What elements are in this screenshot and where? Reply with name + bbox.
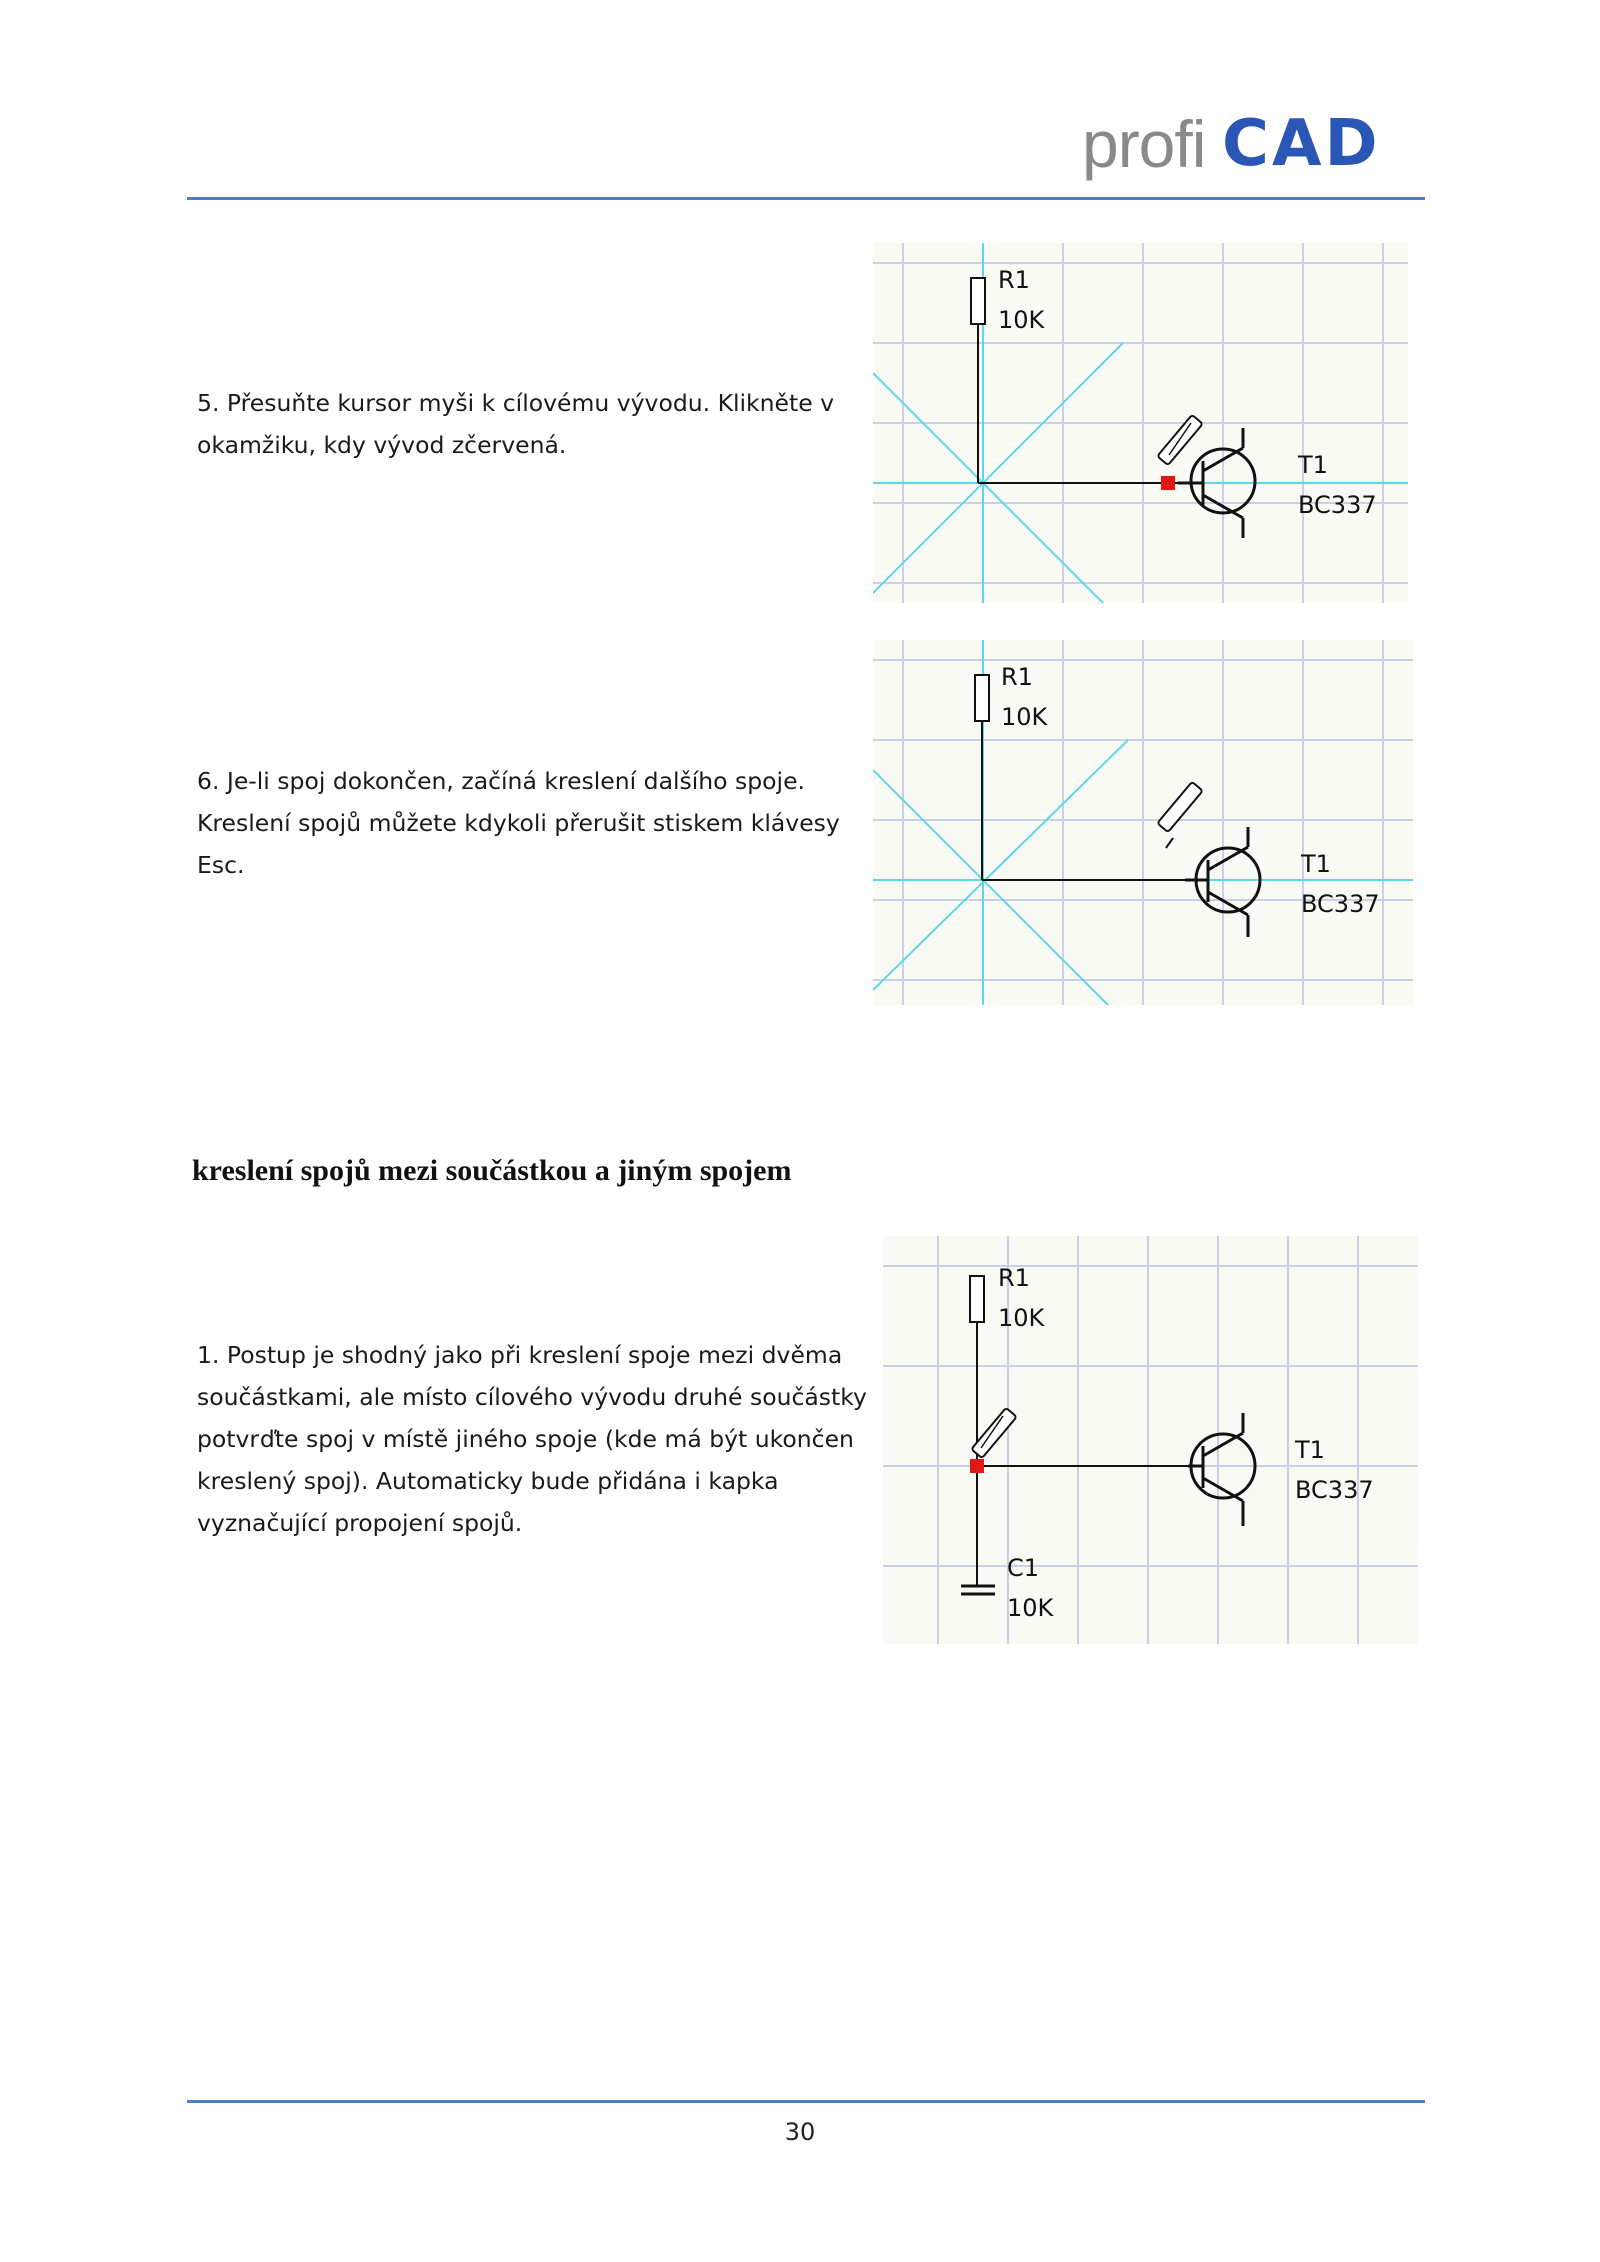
resistor-ref: R1 [998,1264,1030,1292]
figure-step-5 [873,243,1408,603]
step-6-text: 6. Je-li spoj dokončen, začíná kreslení dalšího spoje. Kreslení spojů můžete kdykoli přerušit stiskem klávesy Esc. [197,767,840,879]
page-number: 30 [784,2118,816,2146]
transistor-ref: T1 [1295,1436,1325,1464]
resistor-value: 10K [998,1304,1045,1332]
figure-step-1 [883,1236,1418,1644]
resistor-value: 10K [998,306,1045,334]
proficad-logo [1082,108,1412,188]
highlighted-pin [1161,476,1175,490]
resistor-value: 10K [1001,703,1048,731]
junction-dot [970,1459,984,1473]
header-rule [187,197,1425,200]
resistor-symbol [970,1276,984,1322]
step-1-text: 1. Postup je shodný jako při kreslení spoje mezi dvěma součástkami, ale místo cílového vývodu druhé součástky potvrďte spoj v místě jiného spoje (kde má být ukončen kreslený spoj). Automaticky bude přidána i kapka vyznačující propojení spojů. [197,1341,867,1537]
schematic-step-5 [873,243,1408,603]
footer-rule [187,2100,1425,2103]
schematic-step-1 [883,1236,1418,1644]
schematic-step-6 [873,640,1413,1005]
resistor-symbol [971,278,985,324]
transistor-value: BC337 [1298,491,1377,519]
transistor-value: BC337 [1301,890,1380,918]
capacitor-ref: C1 [1007,1554,1040,1582]
figure-step-6 [873,640,1413,1005]
transistor-ref: T1 [1301,850,1331,878]
resistor-ref: R1 [1001,663,1033,691]
logo-text-cad: CAD [1222,107,1381,181]
step-5-text: 5. Přesuňte kursor myši k cílovému vývodu. Klikněte v okamžiku, kdy vývod zčervená. [197,389,835,459]
resistor-ref: R1 [998,266,1030,294]
transistor-ref: T1 [1298,451,1328,479]
logo-text-profi: profi [1082,107,1206,181]
transistor-value: BC337 [1295,1476,1374,1504]
section-heading: kreslení spojů mezi součástkou a jiným spojem [192,1154,792,1187]
capacitor-value: 10K [1007,1594,1054,1622]
resistor-symbol [975,675,989,721]
